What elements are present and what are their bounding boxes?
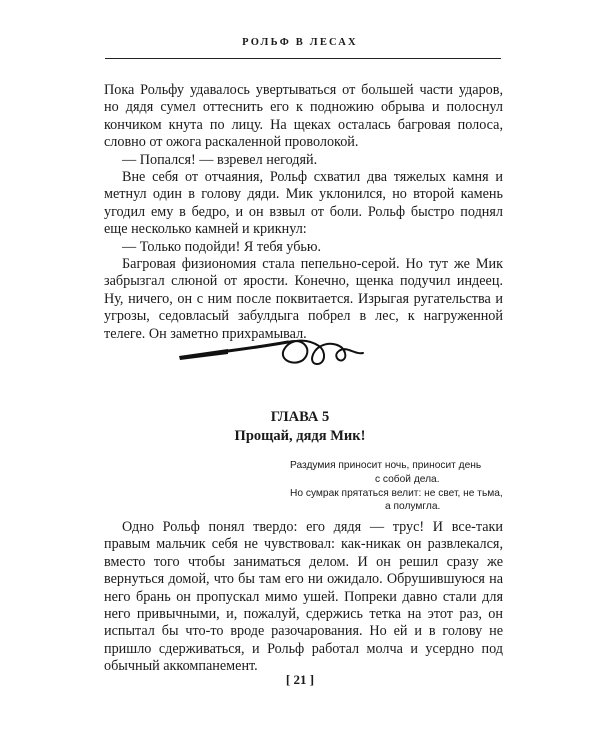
- whip-ornament-icon: [173, 323, 373, 383]
- epigraph-line: Но сумрак прятаться велит: не свет, не тьма,: [290, 487, 503, 499]
- paragraph: Одно Рольф понял твердо: его дядя — трус! И все-таки правым мальчик себя не чувствовал: как-никак он развлекался, вместо того чтобы заниматься делом. И он решил сразу же вернуться домой, что бы там его ни ожидало. Обрушившуюся на него брань он пропускал мимо ушей. Попреки давно стали для него привычными, и, пожалуй, сдержись тетка на этот раз, он испытал бы что-то вроде разочарования. Но ей и в голову не пришло сдерживаться, и Рольф работал молча и усердно под обычный аккомпанемент.: [104, 519, 503, 675]
- paragraph: — Попался! — взревел негодяй.: [122, 151, 318, 168]
- section-1-text: [104, 82, 503, 343]
- page-number: [ 21 ]: [285, 672, 315, 687]
- epigraph: [290, 459, 503, 514]
- paragraph: — Только подойди! Я тебя убью.: [122, 238, 322, 255]
- chapter-number: ГЛАВА 5: [270, 409, 330, 425]
- epigraph-line: а полумгла.: [385, 501, 441, 513]
- running-head: РОЛЬФ В ЛЕСАХ: [242, 37, 358, 48]
- epigraph-line: с собой дела.: [375, 473, 440, 485]
- paragraph: Пока Рольфу удавалось увертываться от большей части ударов, но дядя сумел оттеснить его к подножию обрыва и полоснул кончиком кнута по лицу. На щеках осталась багровая полоса, словно от ожога раскаленной проволокой.: [104, 82, 503, 151]
- section-2-text: [104, 519, 503, 676]
- chapter-title: Прощай, дядя Мик!: [234, 428, 366, 444]
- paragraph: Багровая физиономия стала пепельно-серой. Но тут же Мик забрызгал слюной от ярости. Конечно, щенка подучил индеец. Ну, ничего, он с ним после поквитается. Изрыгая ругательства и угрозы, седовласый забулдыга побрел в лес, к нагруженной телеге. Он заметно прихрамывал.: [104, 256, 503, 342]
- epigraph-line: Раздумия приносит ночь, приносит день: [290, 460, 482, 471]
- header-rule: [105, 58, 501, 59]
- paragraph: Вне себя от отчаяния, Рольф схватил два тяжелых камня и метнул один в голову дяди. Мик уклонился, но второй камень угодил ему в бедро, и он взвыл от боли. Рольф быстро поднял еще несколько камней и крикнул:: [104, 169, 503, 238]
